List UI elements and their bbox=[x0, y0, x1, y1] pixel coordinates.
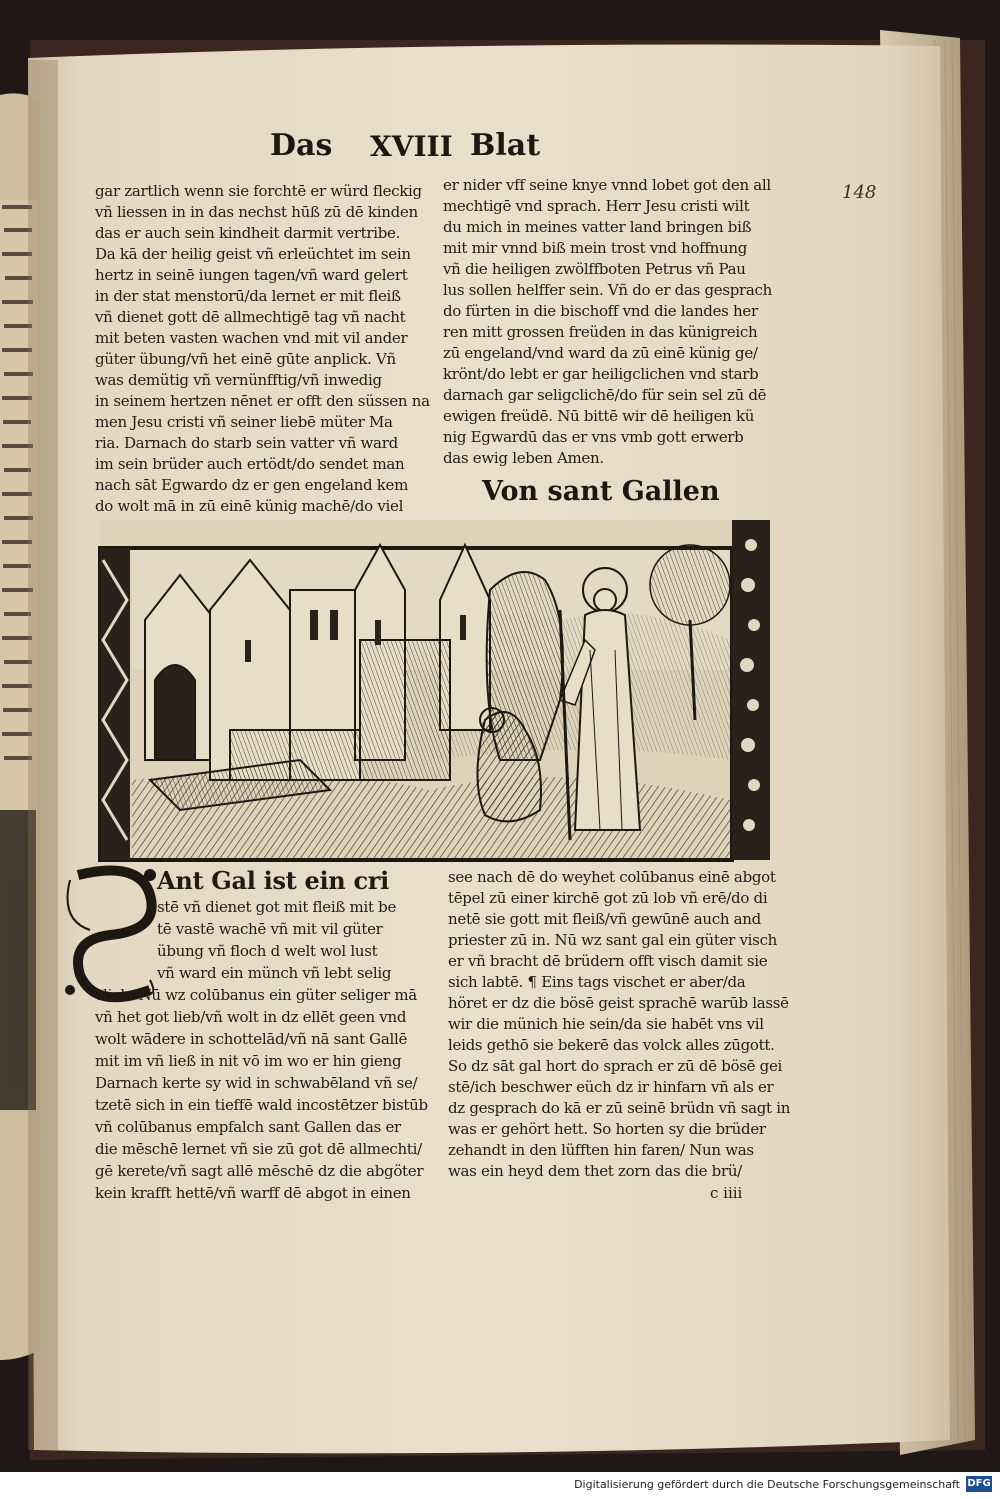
text-line: darnach gar seligclichē/do für sein sel zū dē bbox=[443, 386, 767, 404]
woodcut-illustration bbox=[100, 520, 770, 860]
text-line: er vñ bracht dē brüdern offt visch damit sie bbox=[448, 952, 768, 970]
running-header bbox=[270, 128, 570, 168]
text-line: tzetē sich in ein tieffē wald incostētzer bistūb bbox=[95, 1096, 428, 1114]
text-line: vñ liessen in in das nechst hūß zū dē kinden bbox=[95, 203, 418, 221]
header-left: Das bbox=[270, 128, 333, 163]
text-line: krönt/do lebt er gar heiligclichen vnd starb bbox=[443, 365, 759, 383]
text-line: mit im vñ ließ in nit vō im wo er hin gieng bbox=[95, 1052, 402, 1070]
text-line: in der stat menstorū/da lernet er mit fleiß bbox=[95, 287, 401, 305]
column-right-top bbox=[443, 176, 788, 476]
text-line: was demütig vñ vernünfftig/vñ inwedig bbox=[95, 371, 382, 389]
text-line: vñ colūbanus empfalch sant Gallen das er bbox=[95, 1118, 401, 1136]
text-line: die mēschē lernet vñ sie zū got dē allmechti/ bbox=[95, 1140, 422, 1158]
text-line: hertz in seinē iungen tagen/vñ ward gelert bbox=[95, 266, 408, 284]
column-left-top bbox=[95, 182, 440, 522]
text-line: was er gehört hett. So horten sy die brüder bbox=[448, 1120, 766, 1138]
text-line: mechtigē vnd sprach. Herr Jesu cristi wilt bbox=[443, 197, 750, 215]
text-line: kein krafft hettē/vñ warff dē abgot in einen bbox=[95, 1184, 411, 1202]
text-line: nig Egwardū das er vns vmb gott erwerb bbox=[443, 428, 744, 446]
text-line: priester zū in. Nū wz sant gal ein güter visch bbox=[448, 931, 778, 949]
header-folio-number: XVIII bbox=[370, 130, 453, 163]
text-line: Darnach kerte sy wid in schwabēland vñ se/ bbox=[95, 1074, 418, 1092]
text-line: clich. Nū wz colūbanus ein güter seliger mā bbox=[95, 986, 417, 1004]
text-line: lus sollen helffer sein. Vñ do er das gesprach bbox=[443, 281, 773, 299]
text-line: leids gethō sie bekerē das volck alles zūgott. bbox=[448, 1036, 775, 1054]
footer-bar bbox=[0, 1472, 1000, 1499]
text-line: wir die münich hie sein/da sie habēt vns vil bbox=[448, 1015, 764, 1033]
text-line: wolt wādere in schottelād/vñ nā sant Gallē bbox=[95, 1030, 408, 1048]
text-line: zehandt in den lüfften hin faren/ Nun was bbox=[448, 1141, 754, 1159]
text-line: stē vñ dienet got mit fleiß mit be bbox=[157, 898, 397, 916]
column-right-bottom bbox=[448, 868, 791, 1208]
text-line: do fürten in die bischoff vnd die landes her bbox=[443, 302, 758, 320]
text-line: sich labtē. ¶ Eins tags vischet er aber/da bbox=[448, 973, 746, 991]
text-line: güter übung/vñ het einē gūte anplick. Vñ bbox=[95, 350, 396, 368]
text-line: was ein heyd dem thet zorn das die brü/ bbox=[448, 1162, 742, 1180]
text-line: in seinem hertzen nēnet er offt den süssen na bbox=[95, 392, 430, 410]
text-line: do wolt mā in zū einē künig machē/do viel bbox=[95, 497, 404, 515]
text-line: das er auch sein kindheit darmit vertribe. bbox=[95, 224, 401, 242]
text-line: das ewig leben Amen. bbox=[443, 449, 604, 467]
text-line: er nider vff seine knye vnnd lobet got den all bbox=[443, 176, 771, 194]
section-title: Von sant Gallen bbox=[482, 476, 720, 507]
text-line: du mich in meines vatter land bringen biß bbox=[443, 218, 752, 236]
handwritten-folio-note: 148 bbox=[842, 182, 877, 203]
text-line: vñ het got lieb/vñ wolt in dz ellēt geen vnd bbox=[95, 1008, 407, 1026]
text-line: im sein brüder auch ertödt/do sendet man bbox=[95, 455, 405, 473]
text-line: vñ ward ein münch vñ lebt selig bbox=[157, 964, 392, 982]
text-line: ewigen freüdē. Nū bittē wir dē heiligen kü bbox=[443, 407, 755, 425]
text-line: stē/ich beschwer eüch dz ir hinfarn vñ als er bbox=[448, 1078, 774, 1096]
text-line: netē sie gott mit fleiß/vñ gewūnē auch and bbox=[448, 910, 761, 928]
text-line: dz gesprach do kā er zū seinē brüdn vñ sagt in bbox=[448, 1099, 791, 1117]
text-line: höret er dz die bösē geist sprachē warūb lassē bbox=[448, 994, 789, 1012]
text-line: vñ die heiligen zwölffboten Petrus vñ Pau bbox=[443, 260, 746, 278]
dfg-logo: DFG bbox=[966, 1476, 992, 1492]
signature-mark: c iiii bbox=[710, 1184, 743, 1202]
text-line: ren mitt grossen freüden in das künigreich bbox=[443, 323, 758, 341]
text-line: ria. Darnach do starb sein vatter vñ ward bbox=[95, 434, 398, 452]
text-line: mit beten vasten wachen vnd mit vil ander bbox=[95, 329, 408, 347]
text-line: übung vñ floch d welt wol lust bbox=[157, 942, 378, 960]
column-left-bottom bbox=[95, 866, 440, 1226]
text-line: gar zartlich wenn sie forchtē er würd fleckig bbox=[95, 182, 422, 200]
text-line: tēpel zū einer kirchē got zū lob vñ erē/do di bbox=[448, 889, 768, 907]
text-line: Da kā der heilig geist vñ erleüchtet im sein bbox=[95, 245, 411, 263]
header-right: Blat bbox=[470, 128, 541, 163]
text-line: men Jesu cristi vñ seiner liebē müter Ma bbox=[95, 413, 393, 431]
text-line: see nach dē do weyhet colūbanus einē abgot bbox=[448, 868, 776, 886]
text-line: vñ dienet gott dē allmechtigē tag vñ nacht bbox=[95, 308, 406, 326]
text-line: zū engeland/vnd ward da zū einē künig ge/ bbox=[443, 344, 758, 362]
footer-credit: Digitalisierung gefördert durch die Deutsche Forschungsgemeinschaft bbox=[574, 1478, 960, 1491]
text-line: tē vastē wachē vñ mit vil güter bbox=[157, 920, 383, 938]
text-line-large: Ant Gal ist ein cri bbox=[157, 866, 389, 895]
text-line: mit mir vnnd biß mein trost vnd hoffnung bbox=[443, 239, 748, 257]
text-line: nach sāt Egwardo dz er gen engeland kem bbox=[95, 476, 409, 494]
text-line: So dz sāt gal hort do sprach er zū dē bösē gei bbox=[448, 1057, 783, 1075]
text-line: gē kerete/vñ sagt allē mēschē dz die abgöter bbox=[95, 1162, 424, 1180]
